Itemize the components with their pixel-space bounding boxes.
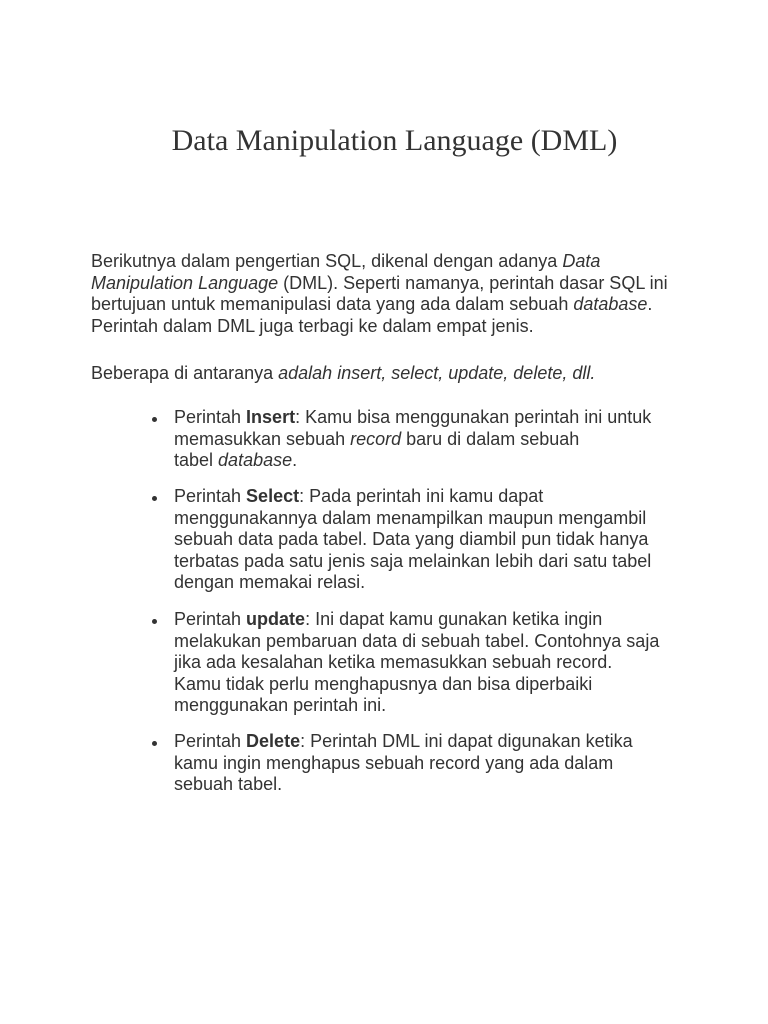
text-run: memasukkan sebuah bbox=[174, 428, 351, 449]
intro-paragraph bbox=[91, 251, 668, 337]
text-run: (DML). Seperti namanya, perintah dasar SQL ini bbox=[278, 272, 668, 293]
list-item-text bbox=[174, 486, 651, 594]
emphasis-text: Data bbox=[562, 251, 601, 271]
text-run: sebuah tabel. bbox=[174, 774, 283, 795]
command-name: Insert bbox=[246, 407, 296, 427]
text-run: Perintah bbox=[174, 731, 247, 751]
emphasis-text: adalah insert, select, update, delete, dll. bbox=[278, 363, 596, 383]
text-line bbox=[174, 551, 651, 573]
text-run: baru di dalam sebuah bbox=[401, 428, 580, 449]
text-line bbox=[174, 529, 651, 551]
emphasis-text: record bbox=[350, 428, 402, 449]
text-line bbox=[91, 251, 668, 273]
text-run: menggunakan perintah ini. bbox=[174, 695, 387, 716]
bullet-icon bbox=[152, 619, 157, 624]
command-name: update bbox=[246, 609, 306, 629]
text-run: Berikutnya dalam pengertian SQL, dikenal dengan adanya bbox=[91, 251, 563, 271]
text-line bbox=[174, 753, 633, 775]
text-run: melakukan pembaruan data di sebuah tabel. Contohnya saja bbox=[174, 630, 660, 651]
text-run: : Perintah DML ini dapat digunakan ketika bbox=[300, 731, 633, 751]
text-run: Perintah dalam DML juga terbagi ke dalam empat jenis. bbox=[91, 315, 534, 336]
bullet-icon bbox=[152, 417, 157, 422]
text-line bbox=[174, 508, 651, 530]
text-run: dengan memakai relasi. bbox=[174, 572, 366, 593]
list-item-text bbox=[174, 407, 651, 472]
text-run: Kamu tidak perlu menghapusnya dan bisa diperbaiki bbox=[174, 673, 593, 694]
text-run: . bbox=[647, 294, 653, 315]
text-run: Perintah bbox=[174, 407, 247, 427]
list-item-select bbox=[174, 486, 651, 594]
bullet-icon bbox=[152, 496, 157, 501]
text-line bbox=[174, 774, 633, 796]
text-line bbox=[174, 429, 651, 451]
text-line bbox=[91, 316, 668, 338]
text-run: tabel bbox=[174, 450, 219, 471]
text-line bbox=[174, 486, 651, 508]
emphasis-text: database bbox=[573, 294, 648, 315]
text-run: menggunakannya dalam menampilkan maupun mengambil bbox=[174, 507, 647, 528]
text-run: jika ada kesalahan ketika memasukkan sebuah record. bbox=[174, 652, 613, 673]
text-line bbox=[91, 273, 668, 295]
text-run: : Pada perintah ini kamu dapat bbox=[299, 486, 544, 506]
text-line bbox=[174, 695, 659, 717]
list-item-insert bbox=[174, 407, 651, 472]
text-run: sebuah data pada tabel. Data yang diambil pun tidak hanya bbox=[174, 529, 649, 550]
text-line bbox=[174, 572, 651, 594]
text-line bbox=[91, 294, 668, 316]
emphasis-text: Manipulation Language bbox=[91, 272, 279, 293]
text-line bbox=[174, 407, 651, 429]
document-title: Data Manipulation Language (DML) bbox=[171, 124, 618, 157]
text-line bbox=[174, 450, 651, 472]
text-line bbox=[174, 652, 659, 674]
list-item-text bbox=[174, 609, 659, 717]
list-item-text bbox=[174, 731, 633, 796]
list-item-delete bbox=[174, 731, 633, 796]
list-item-update bbox=[174, 609, 659, 717]
emphasis-text: database bbox=[218, 450, 293, 471]
text-run: kamu ingin menghapus sebuah record yang ada dalam bbox=[174, 752, 614, 773]
text-run: . bbox=[292, 450, 298, 471]
command-name: Select bbox=[246, 486, 300, 506]
text-line bbox=[174, 609, 659, 631]
text-run: Perintah bbox=[174, 609, 247, 629]
text-run: : Ini dapat kamu gunakan ketika ingin bbox=[305, 609, 603, 629]
text-run: Perintah bbox=[174, 486, 247, 506]
text-run: bertujuan untuk memanipulasi data yang ada dalam sebuah bbox=[91, 294, 574, 315]
text-line bbox=[174, 631, 659, 653]
bullet-icon bbox=[152, 741, 157, 746]
text-line bbox=[174, 674, 659, 696]
command-name: Delete bbox=[246, 731, 301, 751]
text-run: terbatas pada satu jenis saja melainkan lebih dari satu tabel bbox=[174, 550, 652, 571]
text-run: : Kamu bisa menggunakan perintah ini untuk bbox=[295, 407, 652, 427]
text-line bbox=[91, 363, 595, 385]
text-run: Beberapa di antaranya bbox=[91, 363, 279, 383]
text-line bbox=[174, 731, 633, 753]
dml-types-paragraph bbox=[91, 363, 595, 385]
